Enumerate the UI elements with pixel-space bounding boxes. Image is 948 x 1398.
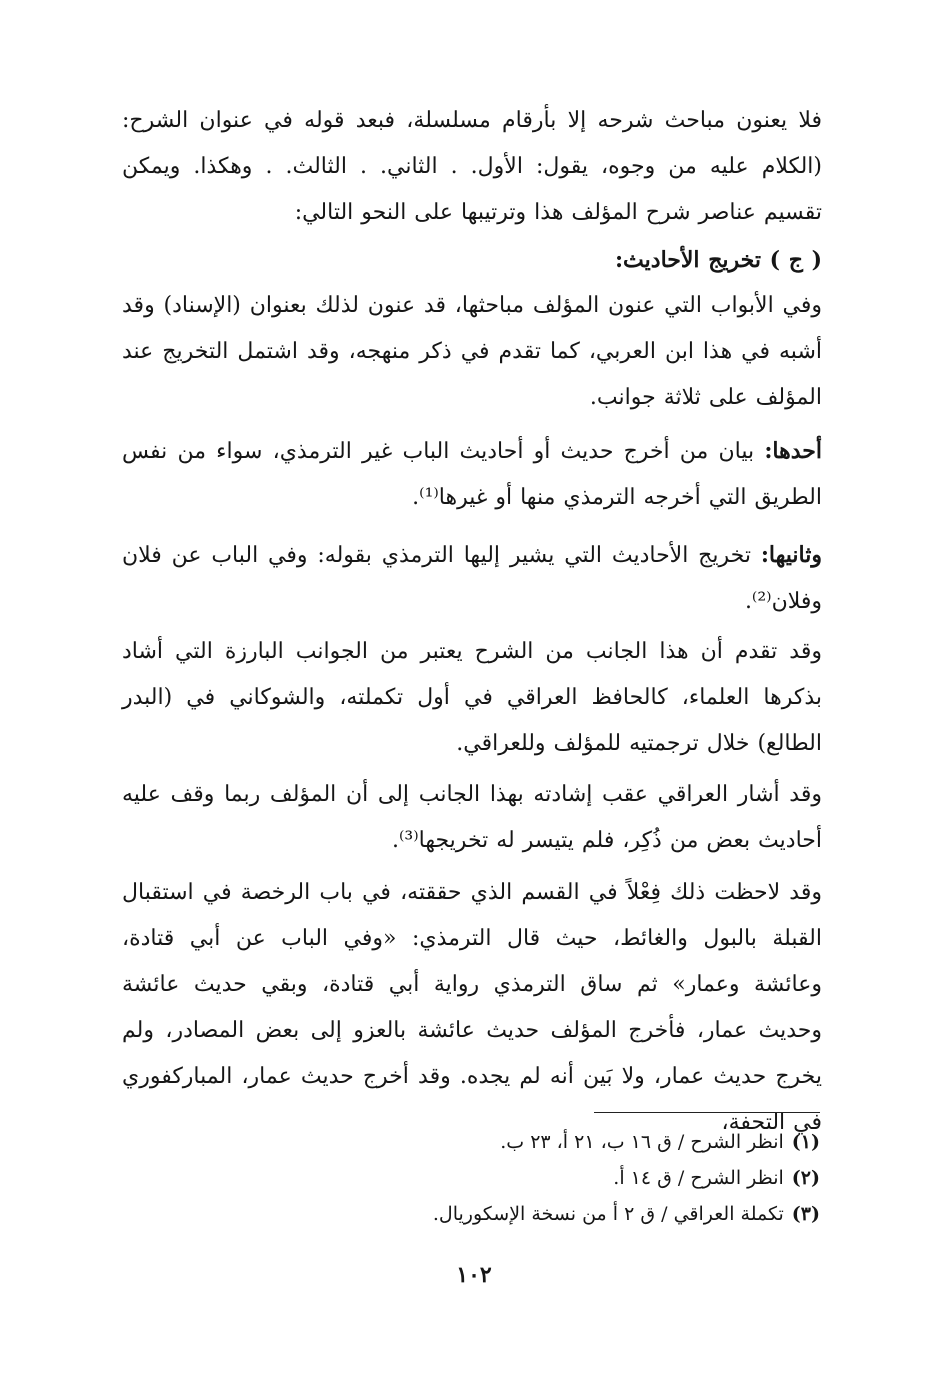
paragraph-text: وفي الأبواب التي عنون المؤلف مباحثها، قد عنون لذلك بعنوان (الإسناد) وقد أشبه في هذا ابن العربي، كما تقدم في ذكر منهجه، وقد اشتمل التخريج عند المؤلف على ثلاثة جوانب. <box>122 293 822 410</box>
paragraph-iraqi-note <box>122 772 822 864</box>
paragraph-second-aspect <box>122 532 822 625</box>
footnote-number: (١) <box>791 1131 820 1153</box>
page-number: ١٠٢ <box>456 1262 492 1288</box>
paragraph-first-aspect <box>122 428 822 521</box>
paragraph-text: بيان من أخرج حديث أو أحاديث الباب غير الترمذي، سواء من نفس الطريق التي أخرجه الترمذي منها أو غيرها⁽¹⁾. <box>122 439 822 510</box>
paragraph-body <box>122 428 822 521</box>
paragraph-prominence <box>122 629 822 767</box>
footnote-number: (٢) <box>791 1167 820 1189</box>
footnote-text: انظر الشرح / ق ١٤ أ. <box>613 1167 784 1189</box>
paragraph-intro <box>122 98 822 236</box>
footnote-text: تكملة العراقي / ق ٢ أ من نسخة الإسكوريال. <box>432 1203 784 1225</box>
footnotes <box>260 1124 820 1232</box>
paragraph-text: وقد لاحظت ذلك فِعْلاً في القسم الذي حققته، في باب الرخصة في استقبال القبلة بالبول والغائط، حيث قال الترمذي: «وفي الباب عن أبي قتادة، وعائشة وعمار» ثم ساق الترمذي رواية أبي قتادة، وبقي حديث عائشة وحديث عمار، فأخرج المؤلف حديث عائشة بالعزو إلى بعض المصادر، ولم يخرج حديث عمار، ولا بَين أنه لم يجده. وقد أخرج حديث عمار، المباركفوري في التحفة، <box>122 880 822 1135</box>
footnote-item <box>260 1196 820 1232</box>
section-heading <box>122 237 822 283</box>
paragraph-observation <box>122 870 822 1146</box>
paragraph-isnad <box>122 283 822 421</box>
paragraph-lead-term: وثانيها: <box>760 542 822 568</box>
paragraph-text: وقد تقدم أن هذا الجانب من الشرح يعتبر من الجوانب البارزة التي أشاد بذكرها العلماء، كالحافظ العراقي في أول تكملته، والشوكاني في (البدر الطالع) خلال ترجمتيه للمؤلف وللعراقي. <box>122 639 822 756</box>
paragraph-text: فلا يعنون مباحث شرحه إلا بأرقام مسلسلة، فبعد قوله في عنوان الشرح: (الكلام عليه من وجوه، يقول: الأول. . الثاني. . الثالث. . وهكذا. ويمكن تقسيم عناصر شرح المؤلف هذا وترتيبها على النحو التالي: <box>122 108 822 225</box>
footnote-text: انظر الشرح / ق ١٦ ب، ٢١ أ، ٢٣ ب. <box>500 1131 784 1153</box>
footnote-item <box>260 1124 820 1160</box>
paragraph-text: تخريج الأحاديث التي يشير إليها الترمذي بقوله: وفي الباب عن فلان وفلان⁽²⁾. <box>122 543 822 614</box>
footnote-divider <box>594 1112 820 1113</box>
footnote-item <box>260 1160 820 1196</box>
paragraph-lead-term: أحدها: <box>764 438 822 464</box>
section-heading-text: ( ج ) تخريج الأحاديث: <box>614 247 822 273</box>
footnote-number: (٣) <box>791 1203 820 1225</box>
paragraph-text: وقد أشار العراقي عقب إشادته بهذا الجانب إلى أن المؤلف ربما وقف عليه أحاديث بعض من ذُكِر، فلم يتيسر له تخريجها⁽³⁾. <box>122 782 822 853</box>
paragraph-body <box>122 532 822 625</box>
